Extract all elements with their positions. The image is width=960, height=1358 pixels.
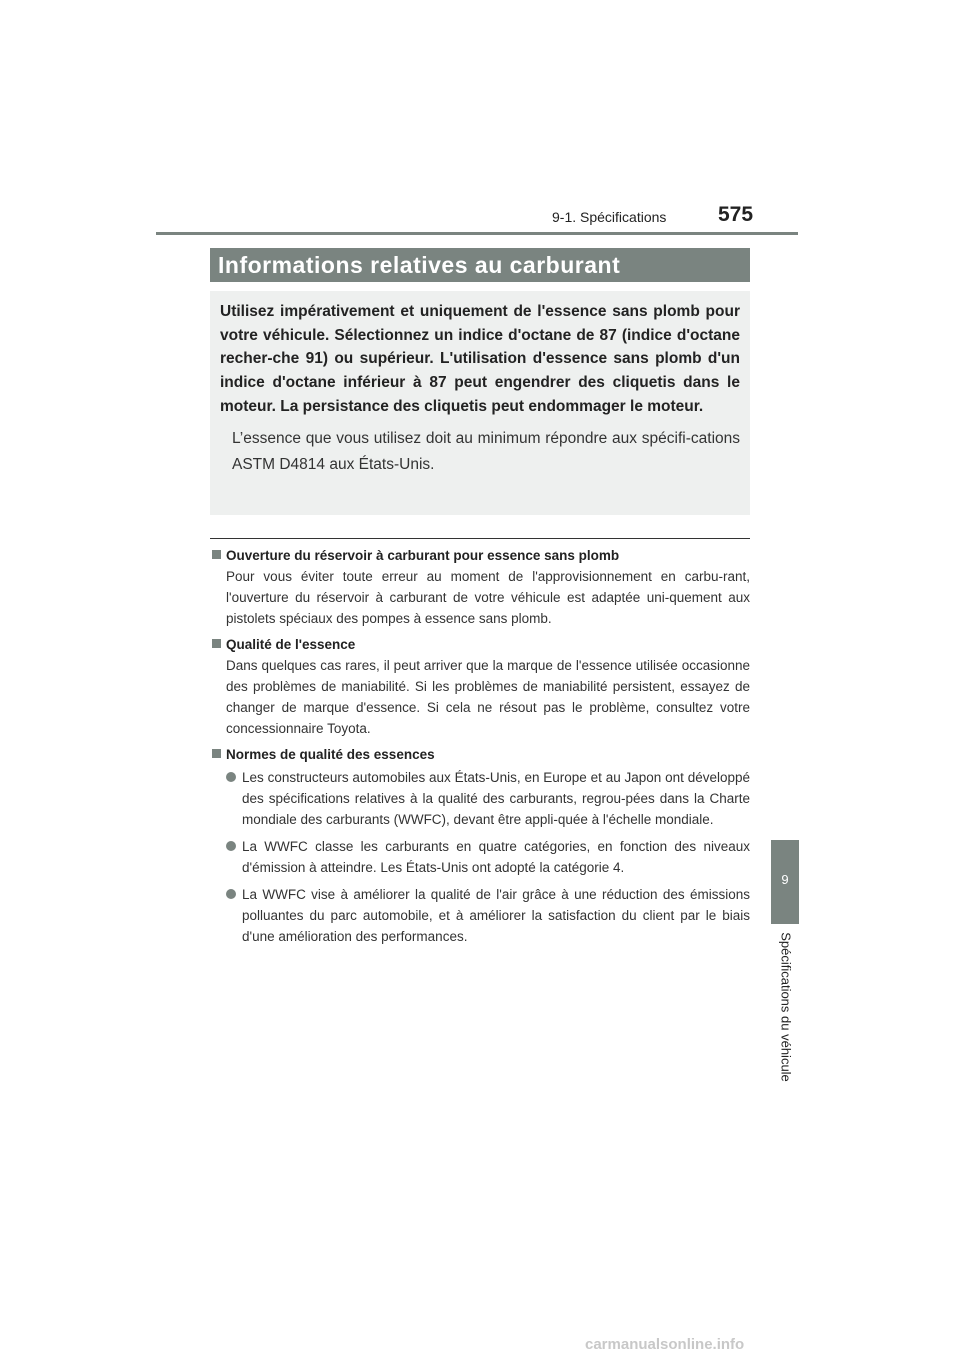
list-item-text: La WWFC classe les carburants en quatre catégories, en fonction des niveaux d'émission à atteindre. Les États-Unis ont adopté la catégorie 4.: [242, 839, 750, 875]
square-bullet-icon: [212, 550, 221, 559]
list-item: [210, 836, 750, 878]
round-bullet-icon: [226, 772, 236, 782]
section-divider: [210, 538, 750, 539]
round-bullet-icon: [226, 841, 236, 851]
section-heading: [210, 546, 750, 566]
content: [210, 546, 750, 953]
header-rule: [156, 232, 798, 235]
section-label: 9-1. Spécifications: [552, 209, 667, 225]
section-text: Dans quelques cas rares, il peut arriver que la marque de l'essence utilisée occasionne des problèmes de maniabilité. Si les problèmes de maniabilité persistent, essayez de changer de marque d'essence. Si cela ne résout pas le problème, consultez votre concessionnaire Toyota.: [226, 658, 750, 736]
section-heading-text: Qualité de l'essence: [226, 637, 356, 652]
section-quality-standards: [210, 745, 750, 947]
section-heading-text: Ouverture du réservoir à carburant pour essence sans plomb: [226, 548, 620, 563]
round-bullet-icon: [226, 889, 236, 899]
intro-box: [210, 291, 750, 515]
page-number: 575: [718, 203, 754, 226]
square-bullet-icon: [212, 749, 221, 758]
page-title: Informations relatives au carburant: [210, 248, 750, 282]
section-text: Pour vous éviter toute erreur au moment de l'approvisionnement en carbu-rant, l'ouverture du réservoir à carburant de votre véhicule est adaptée uni-quement aux pistolets spéciaux des pompes à essence sans plomb.: [226, 569, 750, 626]
section-fuel-opening: [210, 546, 750, 629]
chapter-number: 9: [781, 872, 789, 887]
section-heading: [210, 635, 750, 655]
section-fuel-quality: [210, 635, 750, 739]
list-item-text: La WWFC vise à améliorer la qualité de l'air grâce à une réduction des émissions polluantes du parc automobile, et à améliorer la satisfaction du client par le biais d'une amélioration des performances.: [242, 887, 750, 944]
list-item: [210, 767, 750, 830]
intro-bold-text: Utilisez impérativement et uniquement de l'essence sans plomb pour votre véhicule. Sélectionnez un indice d'octane de 87 (indice d'octane recher-che 91) ou supérieur. L'utilisation d'essence sans plomb d'un indice d'octane inférieur à 87 peut engendrer des cliquetis dans le moteur. La persistance des cliquetis peut endommager le moteur.: [220, 303, 740, 415]
list-item: [210, 884, 750, 947]
section-heading-text: Normes de qualité des essences: [226, 747, 435, 762]
watermark: carmanualsonline.info: [585, 1336, 745, 1353]
chapter-title: Spécifications du véhicule: [778, 932, 794, 1082]
intro-note: L’essence que vous utilisez doit au minimum répondre aux spécifi-cations ASTM D4814 aux États-Unis.: [232, 429, 740, 473]
section-heading: [210, 745, 750, 765]
square-bullet-icon: [212, 639, 221, 648]
list-item-text: Les constructeurs automobiles aux États-Unis, en Europe et au Japon ont développé des spécifications relatives à la qualité des carburants, regrou-pées dans la Charte mondiale des carburants (WWFC), devant être appli-quée à l'échelle mondiale.: [242, 770, 750, 827]
